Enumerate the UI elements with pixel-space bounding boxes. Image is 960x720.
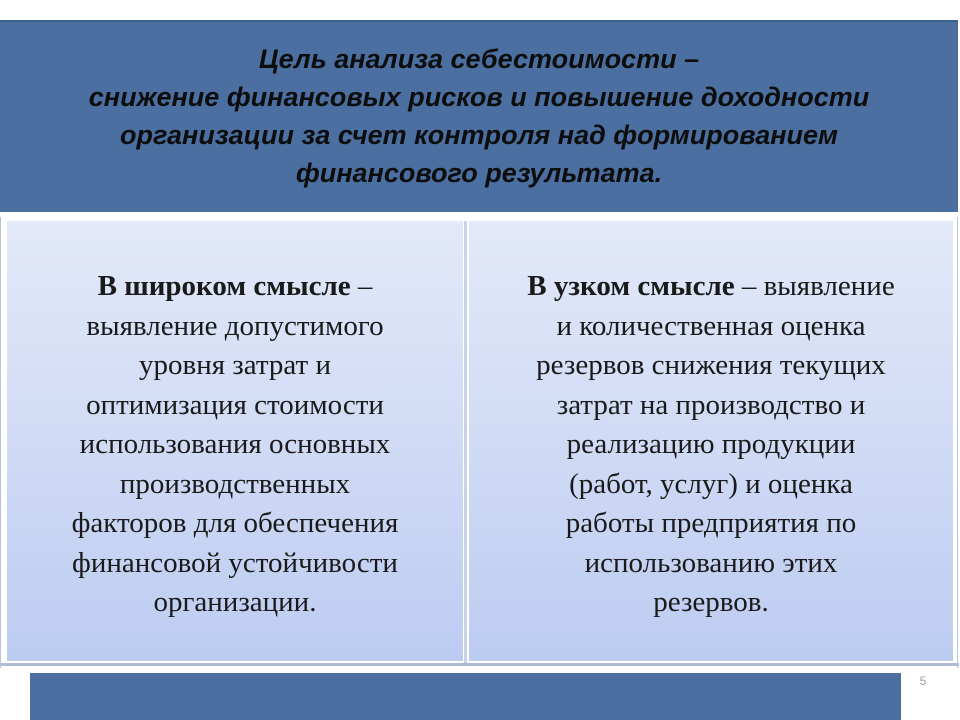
narrow-sense-text-line: резервов.	[653, 586, 769, 618]
broad-sense-text-line: факторов для обеспечения	[71, 507, 399, 539]
narrow-sense-text-line: использованию этих	[584, 546, 838, 579]
narrow-sense-text-line: и количественная оценка	[556, 309, 866, 342]
title-line: Цель анализа себестоимости –	[258, 44, 700, 74]
narrow-sense-heading	[477, 267, 945, 307]
broad-sense-heading	[15, 267, 455, 307]
broad-sense-term: В широком смысле	[97, 270, 351, 302]
narrow-sense-text-line: резервов снижения текущих	[536, 349, 886, 381]
broad-sense-text-line: производственных	[119, 467, 351, 500]
broad-sense-text-line: уровня затрат и	[139, 349, 331, 381]
title-line: организации за счет контроля над формированием	[119, 120, 839, 150]
broad-sense-cell	[7, 221, 463, 661]
page-number: 5	[919, 674, 927, 688]
title-banner	[0, 20, 958, 212]
definitions-table	[0, 217, 958, 668]
title-line: финансового результата.	[295, 158, 663, 188]
narrow-sense-text-line: затрат на производство и	[556, 388, 866, 421]
broad-sense-text-line: оптимизация стоимости	[86, 388, 384, 421]
narrow-sense-text-line: (работ, услуг) и оценка	[569, 467, 853, 500]
narrow-sense-cell	[469, 221, 953, 661]
column-divider	[464, 221, 467, 663]
broad-sense-text-line: финансовой устойчивости	[72, 546, 398, 579]
broad-sense-text-line: выявление допустимого	[86, 309, 384, 342]
broad-sense-text-line: организации.	[153, 586, 317, 618]
table-bottom-border	[1, 663, 959, 666]
title-line: снижение финансовых рисков и повышение доходности	[88, 82, 870, 112]
broad-sense-text-line: использования основных	[79, 428, 391, 460]
narrow-sense-term: В узком смысле	[527, 270, 735, 302]
footer-bar	[30, 673, 901, 720]
broad-sense-dash: –	[350, 270, 373, 302]
narrow-sense-dash: – выявление	[734, 270, 895, 302]
narrow-sense-text-line: работы предприятия по	[565, 507, 857, 539]
narrow-sense-text-line: реализацию продукции	[566, 428, 856, 460]
